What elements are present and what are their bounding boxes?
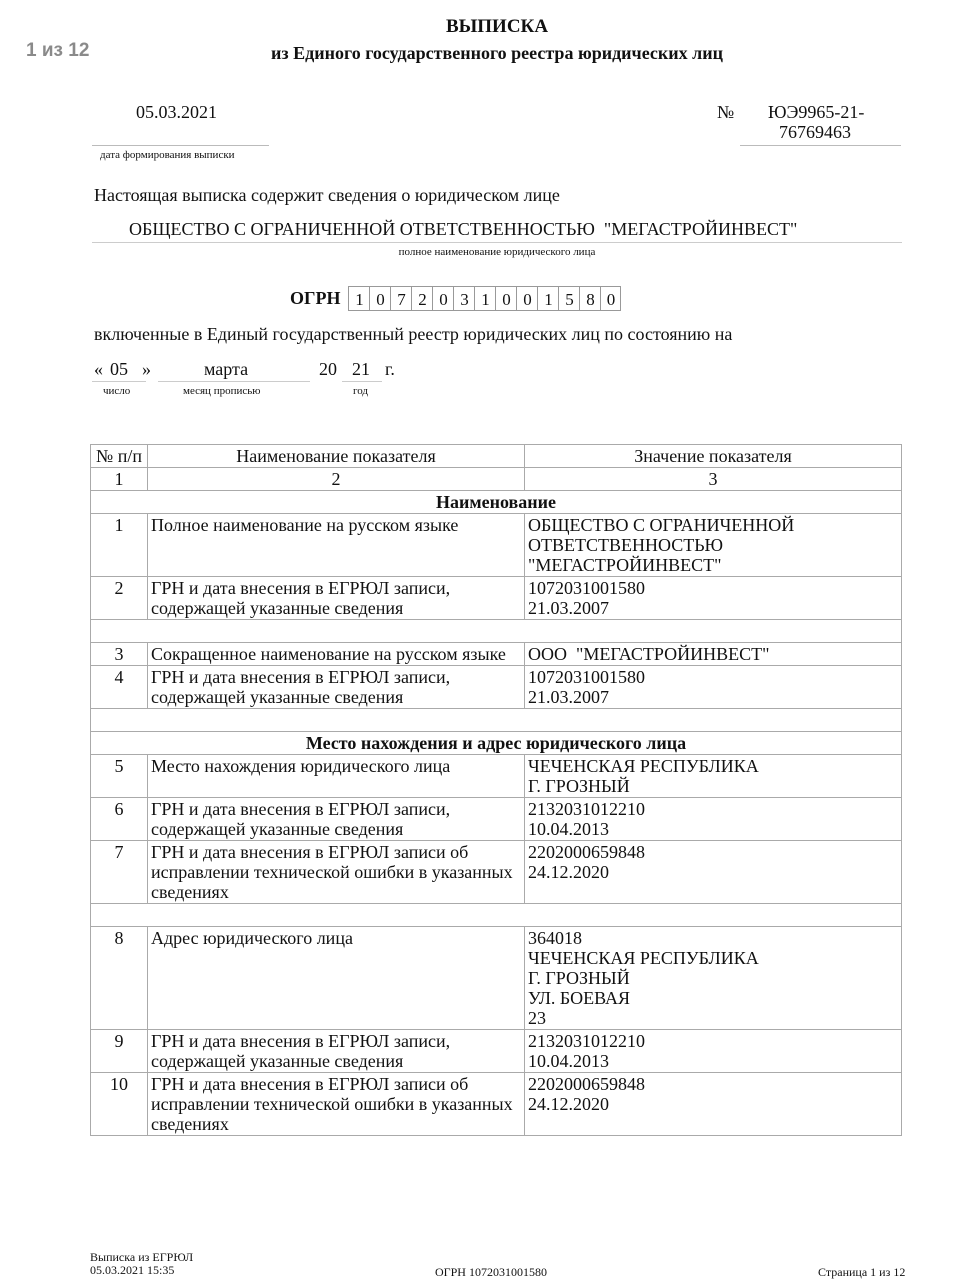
open-quote: « (94, 359, 103, 379)
value-line: 2202000659848 (528, 1074, 645, 1094)
ogrn-label: ОГРН (290, 288, 341, 308)
value-line: 2202000659848 (528, 842, 645, 862)
table-row (91, 1030, 902, 1073)
value-line: 2132031012210 (528, 799, 645, 819)
value-line: Г. ГРОЗНЫЙ (528, 776, 630, 796)
header-num: № п/п (91, 445, 148, 468)
indicator-value (525, 577, 902, 620)
indicator-value (525, 798, 902, 841)
separator-cell (91, 904, 902, 927)
row-number: 10 (91, 1073, 148, 1136)
entity-full-name: ОБЩЕСТВО С ОГРАНИЧЕННОЙ ОТВЕТСТВЕННОСТЬЮ "МЕГАСТРОЙИНВЕСТ" (129, 219, 798, 239)
value-line: 21.03.2007 (528, 598, 609, 618)
date-caption: дата формирования выписки (100, 149, 235, 161)
value-line: 1072031001580 (528, 667, 645, 687)
header-indicator-value: Значение показателя (525, 445, 902, 468)
value-line: ОБЩЕСТВО С ОГРАНИЧЕННОЙ (528, 515, 795, 535)
table-row (91, 666, 902, 709)
ogrn-digit: 1 (474, 286, 495, 311)
footer-ogrn: ОГРН 1072031001580 (435, 1265, 547, 1279)
indicator-name: Сокращенное наименование на русском языке (148, 643, 525, 666)
ogrn-digit: 1 (537, 286, 558, 311)
value-line: 24.12.2020 (528, 862, 609, 882)
ogrn-digit: 1 (348, 286, 369, 311)
day-underline (92, 381, 146, 382)
indicator-value (525, 927, 902, 1030)
extract-number-line1: ЮЭ9965-21- (768, 102, 865, 122)
value-line: УЛ. БОЕВАЯ (528, 988, 631, 1008)
entity-name-caption: полное наименование юридического лица (398, 246, 596, 258)
indicator-value (525, 755, 902, 798)
register-table (90, 444, 902, 1136)
year-caption: год (353, 385, 369, 397)
table-body (91, 491, 902, 1136)
ogrn-digit: 2 (411, 286, 432, 311)
intro-text: Настоящая выписка содержит сведения о юридическом лице (94, 185, 560, 205)
section-name-row (91, 491, 902, 514)
value-line: ОТВЕТСТВЕННОСТЬЮ (528, 535, 724, 555)
indicator-value (525, 1073, 902, 1136)
value-line: ЧЕЧЕНСКАЯ РЕСПУБЛИКА (528, 948, 759, 968)
ogrn-digit: 7 (390, 286, 411, 311)
separator-row (91, 620, 902, 643)
indicator-name: Полное наименование на русском языке (148, 514, 525, 577)
value-line: 1072031001580 (528, 578, 645, 598)
table-row (91, 798, 902, 841)
table-row (91, 1073, 902, 1136)
row-number: 5 (91, 755, 148, 798)
row-number: 2 (91, 577, 148, 620)
indicator-name: ГРН и дата внесения в ЕГРЮЛ записи, содержащей указанные сведения (148, 1030, 525, 1073)
col-num-1: 1 (91, 468, 148, 491)
ogrn-digit: 0 (432, 286, 453, 311)
indicator-value (525, 643, 902, 666)
row-number: 6 (91, 798, 148, 841)
footer-doc-name: Выписка из ЕГРЮЛ (90, 1250, 194, 1264)
year-mark: г. (385, 359, 395, 379)
included-text: включенные в Единый государственный реестр юридических лиц по состоянию на (94, 324, 733, 344)
separator-cell (91, 709, 902, 732)
formation-date: 05.03.2021 (136, 102, 217, 122)
value-line: Г. ГРОЗНЫЙ (528, 968, 630, 988)
row-number: 7 (91, 841, 148, 904)
ogrn-digit: 0 (600, 286, 621, 311)
ogrn-digit: 0 (495, 286, 516, 311)
value-line: 2132031012210 (528, 1031, 645, 1051)
value-line: 23 (528, 1008, 546, 1028)
number-sign: № (717, 102, 735, 122)
value-line: 10.04.2013 (528, 1051, 609, 1071)
as-of-day: 05 (110, 359, 128, 379)
footer-timestamp: 05.03.2021 15:35 (90, 1263, 175, 1277)
value-line: "МЕГАСТРОЙИНВЕСТ" (528, 555, 722, 575)
ogrn-digit: 0 (369, 286, 390, 311)
close-quote: » (142, 359, 151, 379)
value-line: 364018 (528, 928, 582, 948)
indicator-value (525, 841, 902, 904)
document-title: ВЫПИСКА (445, 16, 549, 37)
table-row (91, 755, 902, 798)
table-row (91, 643, 902, 666)
ogrn-box (290, 286, 621, 311)
indicator-value (525, 514, 902, 577)
month-underline (158, 381, 310, 382)
page-indicator: 1 из 12 (26, 40, 90, 61)
section-title: Место нахождения и адрес юридического лица (91, 732, 902, 755)
footer-left (90, 1251, 193, 1277)
as-of-year-suffix: 21 (352, 359, 370, 379)
section-title: Наименование (91, 491, 902, 514)
ogrn-digit: 3 (453, 286, 474, 311)
col-num-2: 2 (148, 468, 525, 491)
year-underline (342, 381, 382, 382)
ogrn-digit: 8 (579, 286, 600, 311)
row-number: 3 (91, 643, 148, 666)
row-number: 1 (91, 514, 148, 577)
ogrn-digit-cells (348, 286, 621, 311)
row-number: 4 (91, 666, 148, 709)
indicator-value (525, 1030, 902, 1073)
indicator-name: ГРН и дата внесения в ЕГРЮЛ записи, содержащей указанные сведения (148, 577, 525, 620)
indicator-name: Место нахождения юридического лица (148, 755, 525, 798)
entity-name-underline (92, 242, 902, 243)
footer-page-number: Страница 1 из 12 (818, 1265, 906, 1279)
separator-row (91, 904, 902, 927)
value-line: ЧЕЧЕНСКАЯ РЕСПУБЛИКА (528, 756, 759, 776)
table-row (91, 841, 902, 904)
day-caption: число (103, 385, 131, 397)
ogrn-digit: 0 (516, 286, 537, 311)
as-of-month: марта (204, 359, 249, 379)
value-line: 21.03.2007 (528, 687, 609, 707)
col-num-3: 3 (525, 468, 902, 491)
document-subtitle: из Единого государственного реестра юридических лиц (271, 43, 723, 63)
indicator-name: ГРН и дата внесения в ЕГРЮЛ записи об исправлении технической ошибки в указанных сведениях (148, 1073, 525, 1136)
value-line: 24.12.2020 (528, 1094, 609, 1114)
date-underline (92, 145, 269, 146)
as-of-year-prefix: 20 (319, 359, 337, 379)
separator-row (91, 709, 902, 732)
header-indicator-name: Наименование показателя (148, 445, 525, 468)
number-underline (740, 145, 901, 146)
value-line: 10.04.2013 (528, 819, 609, 839)
table-row (91, 577, 902, 620)
indicator-name: ГРН и дата внесения в ЕГРЮЛ записи, содержащей указанные сведения (148, 666, 525, 709)
table-row (91, 514, 902, 577)
indicator-name: ГРН и дата внесения в ЕГРЮЛ записи, содержащей указанные сведения (148, 798, 525, 841)
indicator-name: ГРН и дата внесения в ЕГРЮЛ записи об исправлении технической ошибки в указанных сведениях (148, 841, 525, 904)
month-caption: месяц прописью (183, 385, 261, 397)
indicator-value (525, 666, 902, 709)
separator-cell (91, 620, 902, 643)
value-line: ООО "МЕГАСТРОЙИНВЕСТ" (528, 644, 770, 664)
ogrn-digit: 5 (558, 286, 579, 311)
table-row (91, 927, 902, 1030)
column-number-row (91, 468, 902, 491)
row-number: 9 (91, 1030, 148, 1073)
table-header-row (91, 445, 902, 468)
row-number: 8 (91, 927, 148, 1030)
extract-number-line2: 76769463 (779, 122, 851, 142)
indicator-name: Адрес юридического лица (148, 927, 525, 1030)
section-address-row (91, 732, 902, 755)
